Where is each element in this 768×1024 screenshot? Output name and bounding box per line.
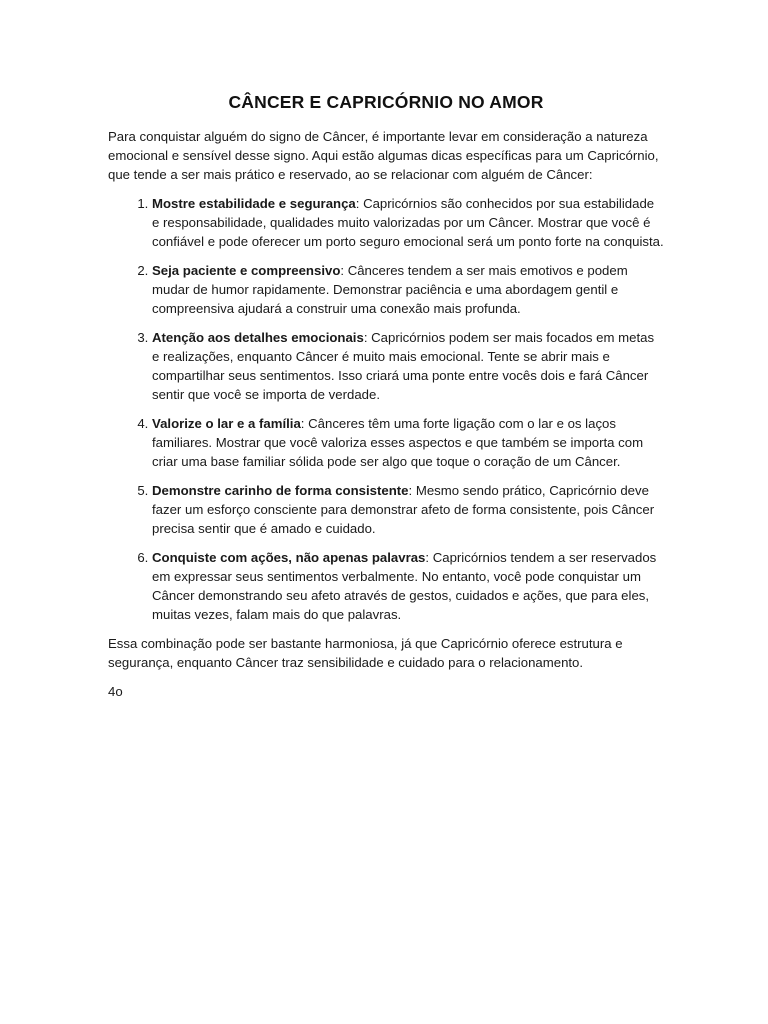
page-title: CÂNCER E CAPRICÓRNIO NO AMOR: [228, 92, 544, 112]
list-item-text: : Capricórnios podem ser mais focados em metas e realizações, enquanto Câncer é muito mais emocional. Tente se abrir mais e compartilhar seus sentimentos. Isso criará uma ponte entre vocês dois e fará Câncer sentir que você se importa de verdade.: [152, 330, 655, 402]
list-item-heading: Valorize o lar e a família: [152, 416, 301, 431]
list-item-text: : Cânceres tendem a ser mais emotivos e podem mudar de humor rapidamente. Demonstrar paciência e uma abordagem gentil e compreensiva ajudará a construir uma conexão mais profunda.: [152, 263, 628, 316]
footer-note: 4o: [108, 684, 123, 699]
list-item-heading: Atenção aos detalhes emocionais: [152, 330, 364, 345]
list-item: [152, 261, 664, 318]
list-item-heading: Conquiste com ações, não apenas palavras: [152, 550, 426, 565]
list-item-text: : Capricórnios são conhecidos por sua estabilidade e responsabilidade, qualidades muito valorizadas por um Câncer. Mostrar que você é confiável e pode oferecer um porto seguro emocional será um ponto forte na conquista.: [152, 196, 664, 249]
conclusion-paragraph: Essa combinação pode ser bastante harmoniosa, já que Capricórnio oferece estrutura e segurança, enquanto Câncer traz sensibilidade e cuidado para o relacionamento.: [108, 636, 623, 670]
tips-list: [108, 194, 664, 624]
list-item-heading: Seja paciente e compreensivo: [152, 263, 341, 278]
list-item-text: : Cânceres têm uma forte ligação com o lar e os laços familiares. Mostrar que você valoriza esses aspectos e que também se importa com criar uma base familiar sólida pode ser algo que toque o coração de um Câncer.: [152, 416, 644, 469]
list-item-text: : Capricórnios tendem a ser reservados em expressar seus sentimentos verbalmente. No entanto, você pode conquistar um Câncer demonstrando seu afeto através de gestos, cuidados e ações, que para eles, muitas vezes, falam mais do que palavras.: [152, 550, 657, 622]
intro-paragraph: Para conquistar alguém do signo de Câncer, é importante levar em consideração a natureza emocional e sensível desse signo. Aqui estão algumas dicas específicas para um Capricórnio, que tende a ser mais prático e reservado, ao se relacionar com alguém de Câncer:: [108, 129, 659, 182]
list-item: [152, 414, 664, 471]
list-item: [152, 194, 664, 251]
list-item-heading: Mostre estabilidade e segurança: [152, 196, 356, 211]
list-item: [152, 548, 664, 624]
list-item-text: : Mesmo sendo prático, Capricórnio deve fazer um esforço consciente para demonstrar afeto de forma consistente, pois Câncer precisa sentir que é amado e cuidado.: [152, 483, 655, 536]
list-item-heading: Demonstre carinho de forma consistente: [152, 483, 409, 498]
list-item: [152, 481, 664, 538]
list-item: [152, 328, 664, 404]
